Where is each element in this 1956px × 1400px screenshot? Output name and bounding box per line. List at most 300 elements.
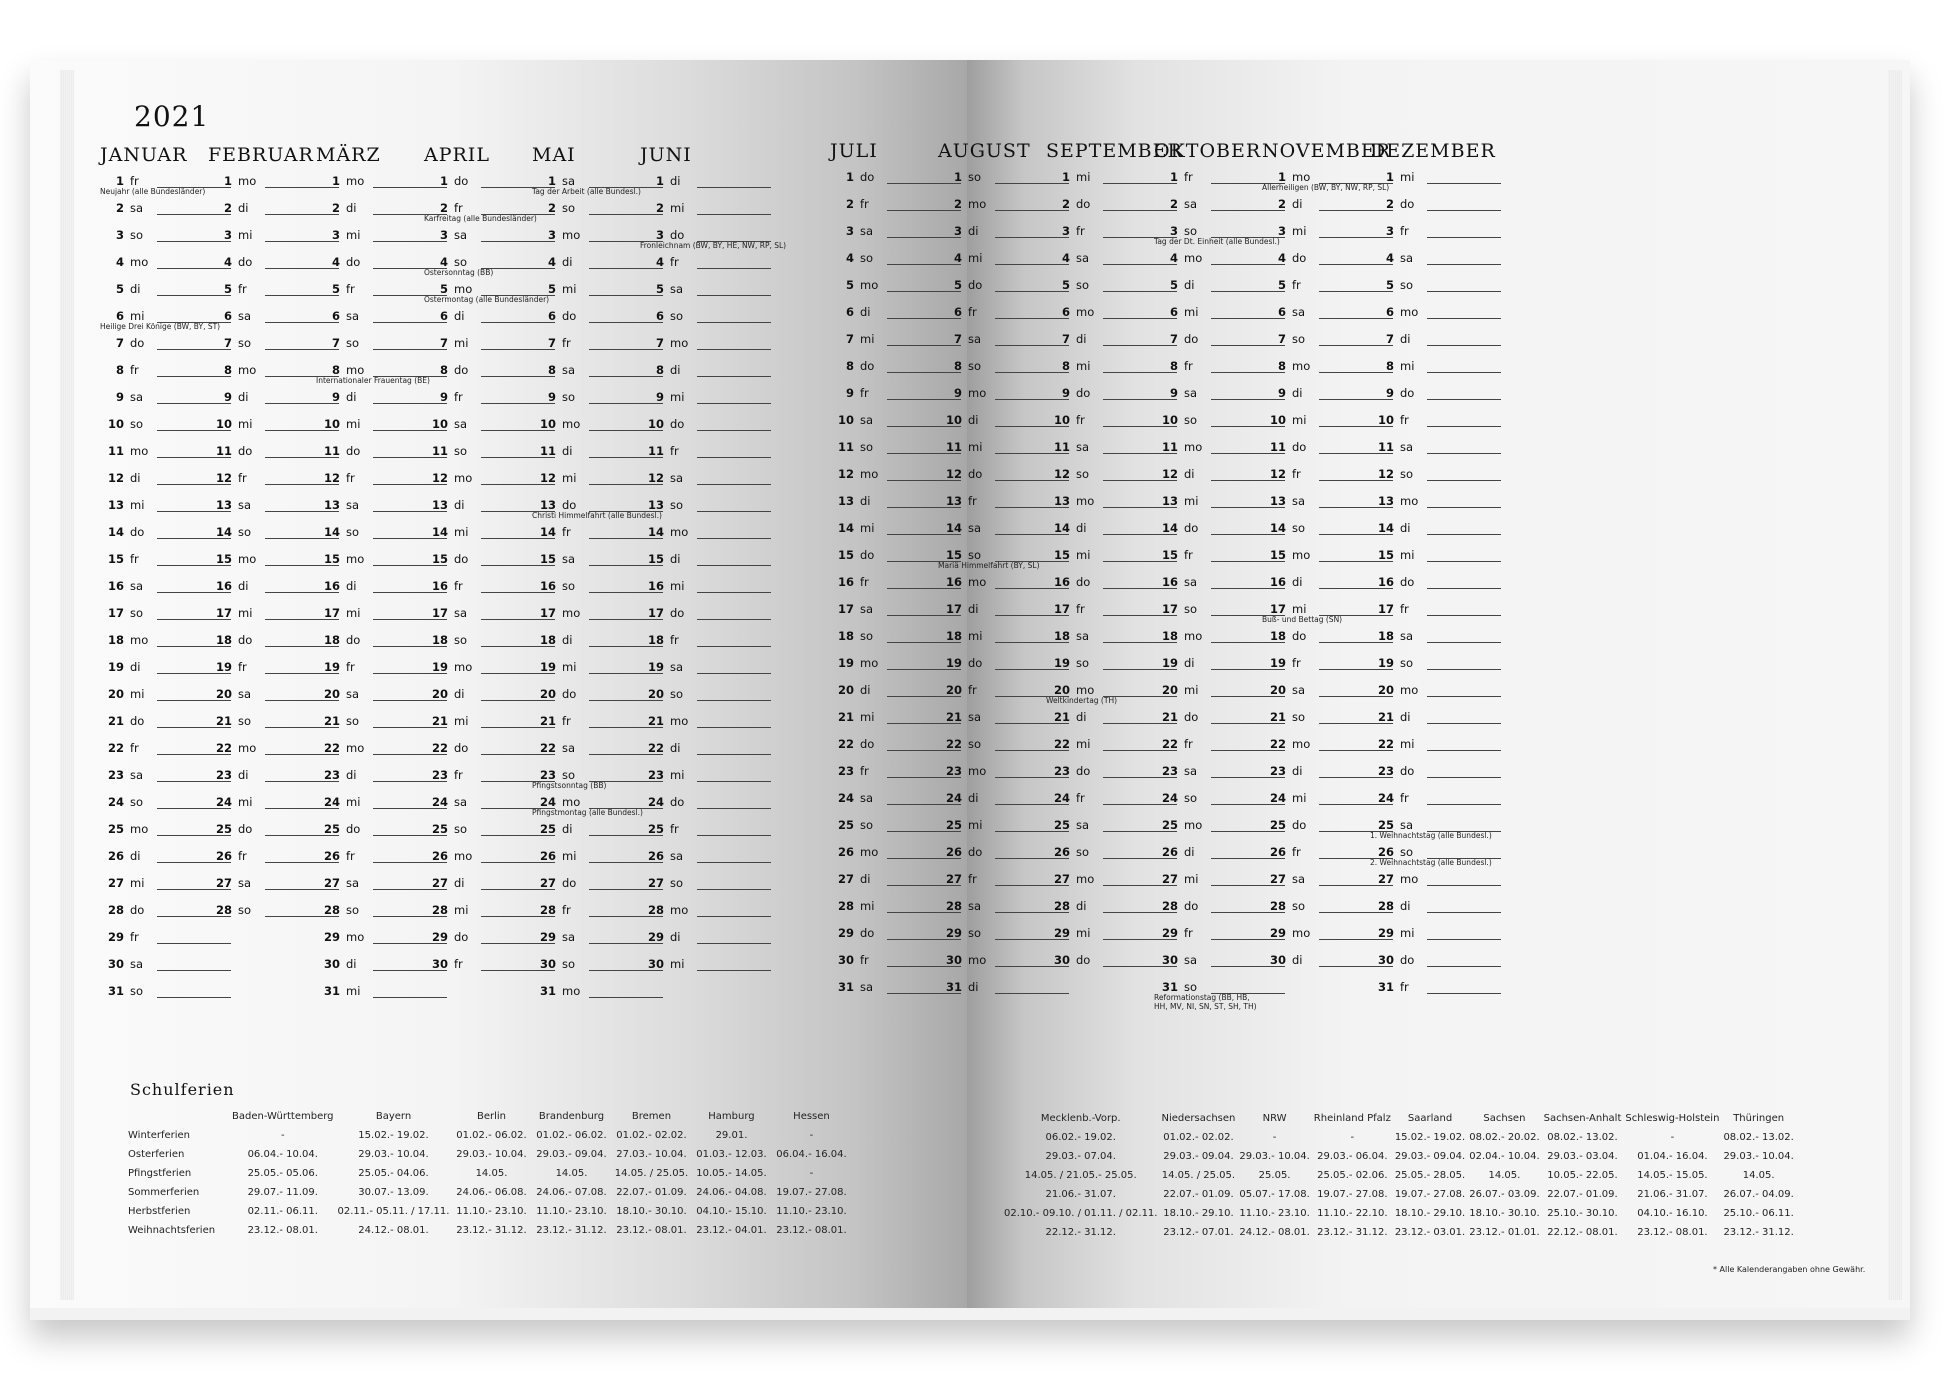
holiday-dates-cell: 26.07.- 03.09. (1469, 1189, 1540, 1200)
weekday-abbr: mo (670, 525, 689, 539)
weekday-abbr: mi (1292, 413, 1307, 427)
month-column-juni (640, 144, 787, 984)
day-number: 9 (1169, 386, 1178, 400)
weekday-abbr: di (1292, 386, 1303, 400)
day-number: 9 (115, 390, 124, 404)
note-line[interactable] (697, 295, 771, 296)
weekday-abbr: mi (1292, 791, 1307, 805)
day-number: 23 (431, 768, 448, 782)
weekday-abbr: di (670, 741, 681, 755)
day-number: 14 (1377, 521, 1394, 535)
note-line[interactable] (1427, 183, 1501, 184)
day-number: 15 (323, 552, 340, 566)
holiday-period-label: Osterferien (128, 1149, 185, 1160)
day-number: 21 (837, 710, 854, 724)
note-line[interactable] (697, 970, 771, 971)
weekday-abbr: do (1184, 332, 1199, 346)
day-row (640, 417, 775, 444)
note-line[interactable] (1427, 534, 1501, 535)
day-number: 22 (1053, 737, 1070, 751)
note-line[interactable] (1427, 372, 1501, 373)
day-number: 14 (945, 521, 962, 535)
note-line[interactable] (697, 592, 771, 593)
weekday-abbr: so (860, 440, 874, 454)
note-line[interactable] (697, 268, 771, 269)
day-number: 29 (323, 930, 340, 944)
holiday-dates-cell: - (809, 1130, 814, 1141)
weekday-abbr: sa (1184, 197, 1198, 211)
note-line[interactable] (697, 754, 771, 755)
day-number: 6 (331, 309, 340, 323)
note-line[interactable] (1427, 669, 1501, 670)
day-number: 27 (323, 876, 340, 890)
weekday-abbr: fr (968, 683, 977, 697)
holiday-period-label: Pfingstferien (128, 1168, 192, 1179)
day-number: 25 (1377, 818, 1394, 832)
weekday-abbr: sa (1400, 251, 1414, 265)
table-row (126, 1202, 851, 1221)
day-number: 25 (107, 822, 124, 836)
holiday-dates-cell: 25.05.- 02.06. (1317, 1170, 1388, 1181)
day-number: 13 (107, 498, 124, 512)
day-number: 4 (1061, 251, 1070, 265)
day-number: 2 (1061, 197, 1070, 211)
table-row (1002, 1204, 1796, 1223)
day-number: 17 (837, 602, 854, 616)
note-line[interactable] (697, 349, 771, 350)
weekday-abbr: di (238, 768, 249, 782)
day-number: 12 (431, 471, 448, 485)
day-number: 23 (945, 764, 962, 778)
day-number: 12 (215, 471, 232, 485)
weekday-abbr: so (860, 251, 874, 265)
weekday-abbr: di (860, 872, 871, 886)
weekday-abbr: sa (346, 498, 360, 512)
month-name: JUNI (640, 144, 692, 166)
note-line[interactable] (697, 889, 771, 890)
weekday-abbr: fr (670, 255, 679, 269)
weekday-abbr: do (346, 822, 361, 836)
weekday-abbr: di (346, 579, 357, 593)
day-row (640, 957, 775, 984)
weekday-abbr: mo (1076, 494, 1095, 508)
weekday-abbr: mi (1292, 602, 1307, 616)
day-number: 12 (837, 467, 854, 481)
note-line[interactable] (1427, 696, 1501, 697)
weekday-abbr: so (562, 957, 576, 971)
holiday-dates-cell: 24.12.- 08.01. (1239, 1227, 1310, 1238)
weekday-abbr: so (238, 336, 252, 350)
day-row (1370, 683, 1505, 710)
day-number: 23 (1161, 764, 1178, 778)
weekday-abbr: so (346, 525, 360, 539)
state-header: Sachsen (1483, 1113, 1526, 1124)
weekday-abbr: sa (1292, 305, 1306, 319)
weekday-abbr: di (1076, 899, 1087, 913)
note-line[interactable] (157, 970, 231, 971)
day-number: 10 (837, 413, 854, 427)
holiday-dates-cell: 21.06.- 31.07. (1637, 1189, 1708, 1200)
day-number: 1 (115, 174, 124, 188)
holiday-dates-cell: 24.12.- 08.01. (358, 1225, 429, 1236)
note-line[interactable] (697, 619, 771, 620)
weekday-abbr: do (346, 444, 361, 458)
weekday-abbr: fr (346, 849, 355, 863)
weekday-abbr: do (1292, 818, 1307, 832)
note-line[interactable] (697, 538, 771, 539)
note-line[interactable] (157, 943, 231, 944)
day-number: 22 (107, 741, 124, 755)
day-number: 4 (1169, 251, 1178, 265)
day-number: 4 (953, 251, 962, 265)
weekday-abbr: so (670, 309, 684, 323)
holiday-dates-cell: 23.12.- 08.01. (247, 1225, 318, 1236)
note-line[interactable] (697, 673, 771, 674)
day-number: 15 (837, 548, 854, 562)
note-line[interactable] (1427, 291, 1501, 292)
note-line[interactable] (1427, 426, 1501, 427)
holiday-note: Mariä Himmelfahrt (BY, SL) (938, 561, 1040, 570)
day-number: 28 (837, 899, 854, 913)
note-line[interactable] (697, 430, 771, 431)
note-line[interactable] (1427, 561, 1501, 562)
weekday-abbr: do (1184, 521, 1199, 535)
weekday-abbr: fr (860, 197, 869, 211)
day-number: 9 (1385, 386, 1394, 400)
day-row (1370, 413, 1505, 440)
day-number: 1 (547, 174, 556, 188)
note-line[interactable] (1427, 480, 1501, 481)
day-number: 18 (107, 633, 124, 647)
note-line[interactable] (697, 484, 771, 485)
weekday-abbr: fr (1184, 926, 1193, 940)
holiday-note: 2. Weihnachtstag (alle Bundesl.) (1370, 858, 1492, 867)
day-number: 8 (1277, 359, 1286, 373)
weekday-abbr: sa (860, 602, 874, 616)
note-line[interactable] (1427, 939, 1501, 940)
weekday-abbr: di (454, 687, 465, 701)
weekday-abbr: sa (1292, 872, 1306, 886)
note-line[interactable] (1427, 264, 1501, 265)
day-number: 28 (1053, 899, 1070, 913)
day-number: 7 (331, 336, 340, 350)
note-line[interactable] (697, 214, 771, 215)
day-number: 24 (1377, 791, 1394, 805)
weekday-abbr: do (562, 498, 577, 512)
weekday-abbr: sa (968, 899, 982, 913)
weekday-abbr: di (1292, 764, 1303, 778)
weekday-abbr: do (860, 359, 875, 373)
month-name: DEZEMBER (1370, 140, 1496, 162)
weekday-abbr: di (670, 552, 681, 566)
day-number: 7 (439, 336, 448, 350)
day-number: 5 (331, 282, 340, 296)
weekday-abbr: do (1076, 575, 1091, 589)
weekday-abbr: mo (860, 656, 879, 670)
weekday-abbr: so (1076, 278, 1090, 292)
weekday-abbr: di (130, 471, 141, 485)
day-number: 27 (539, 876, 556, 890)
day-row (640, 336, 775, 363)
holiday-dates-cell: 22.12.- 31.12. (1045, 1227, 1116, 1238)
weekday-abbr: mo (238, 741, 257, 755)
holiday-dates-cell: 29.03.- 10.04. (1723, 1151, 1794, 1162)
weekday-abbr: fr (346, 660, 355, 674)
note-line[interactable] (697, 322, 771, 323)
holiday-dates-cell: 06.02.- 19.02. (1045, 1132, 1116, 1143)
month-column-dezember (1370, 140, 1505, 1007)
day-number: 8 (655, 363, 664, 377)
day-number: 8 (331, 363, 340, 377)
day-number: 4 (547, 255, 556, 269)
note-line[interactable] (697, 565, 771, 566)
day-number: 5 (115, 282, 124, 296)
note-line[interactable] (697, 781, 771, 782)
note-line[interactable] (1427, 966, 1501, 967)
weekday-abbr: mo (454, 282, 473, 296)
weekday-abbr: mi (670, 957, 685, 971)
note-line[interactable] (697, 943, 771, 944)
note-line[interactable] (697, 646, 771, 647)
day-number: 26 (945, 845, 962, 859)
day-number: 18 (647, 633, 664, 647)
holiday-dates-cell: 05.07.- 17.08. (1239, 1189, 1310, 1200)
weekday-abbr: sa (1076, 251, 1090, 265)
holiday-dates-cell: 22.07.- 01.09. (616, 1187, 687, 1198)
note-line[interactable] (1427, 615, 1501, 616)
state-header: Saarland (1407, 1113, 1453, 1124)
note-line[interactable] (1427, 237, 1501, 238)
day-number: 4 (1277, 251, 1286, 265)
day-number: 10 (215, 417, 232, 431)
note-line[interactable] (1427, 912, 1501, 913)
holiday-dates-cell: 14.05.- 15.05. (1637, 1170, 1708, 1181)
weekday-abbr: sa (1400, 629, 1414, 643)
weekday-abbr: mi (346, 795, 361, 809)
day-number: 14 (1161, 521, 1178, 535)
day-number: 15 (1053, 548, 1070, 562)
day-number: 22 (215, 741, 232, 755)
day-number: 2 (1277, 197, 1286, 211)
weekday-abbr: fr (562, 336, 571, 350)
note-line[interactable] (1427, 318, 1501, 319)
weekday-abbr: di (130, 660, 141, 674)
weekday-abbr: mi (346, 606, 361, 620)
note-line[interactable] (1427, 507, 1501, 508)
day-number: 21 (107, 714, 124, 728)
day-number: 3 (331, 228, 340, 242)
holiday-dates-cell: 11.10.- 23.10. (456, 1206, 527, 1217)
page-edge-right (1888, 70, 1902, 1300)
holiday-dates-cell: 22.07.- 01.09. (1547, 1189, 1618, 1200)
month-name: JULI (830, 140, 878, 162)
day-row (1370, 926, 1505, 953)
day-number: 5 (1277, 278, 1286, 292)
schulferien-table-left (126, 1107, 851, 1240)
holiday-dates-cell: 18.10.- 30.10. (616, 1206, 687, 1217)
weekday-abbr: mo (130, 255, 149, 269)
day-number: 10 (1269, 413, 1286, 427)
day-number: 7 (115, 336, 124, 350)
note-line[interactable] (697, 862, 771, 863)
note-line[interactable] (157, 997, 231, 998)
weekday-abbr: mo (1400, 872, 1419, 886)
weekday-abbr: di (1400, 899, 1411, 913)
day-number: 26 (215, 849, 232, 863)
note-line[interactable] (1427, 345, 1501, 346)
day-row (640, 660, 775, 687)
note-line[interactable] (697, 376, 771, 377)
page-edge-left (60, 70, 74, 1300)
day-number: 18 (1053, 629, 1070, 643)
note-line[interactable] (1427, 399, 1501, 400)
holiday-dates-cell: 23.12.- 08.01. (1637, 1227, 1708, 1238)
day-number: 14 (323, 525, 340, 539)
note-line[interactable] (1427, 642, 1501, 643)
weekday-abbr: sa (1400, 440, 1414, 454)
state-header: Thüringen (1733, 1113, 1785, 1124)
note-line[interactable] (697, 511, 771, 512)
note-line[interactable] (1427, 210, 1501, 211)
weekday-abbr: sa (860, 980, 874, 994)
note-line[interactable] (697, 187, 771, 188)
weekday-abbr: fr (1076, 791, 1085, 805)
day-number: 8 (953, 359, 962, 373)
state-header: Rheinland Pfalz (1313, 1113, 1391, 1124)
day-number: 16 (1377, 575, 1394, 589)
note-line[interactable] (1427, 885, 1501, 886)
day-row (100, 957, 235, 984)
holiday-dates-cell: 11.10.- 23.10. (1239, 1208, 1310, 1219)
holiday-dates-cell: 01.02.- 06.02. (456, 1130, 527, 1141)
holiday-dates-cell: 19.07.- 27.08. (1394, 1189, 1466, 1200)
note-line[interactable] (995, 993, 1069, 994)
day-number: 15 (1161, 548, 1178, 562)
note-line[interactable] (697, 403, 771, 404)
weekday-abbr: mo (346, 174, 365, 188)
weekday-abbr: fr (562, 714, 571, 728)
weekday-abbr: mi (1076, 170, 1091, 184)
note-line[interactable] (1427, 750, 1501, 751)
day-row (1370, 845, 1505, 872)
month-name: APRIL (424, 144, 490, 166)
note-line[interactable] (589, 997, 663, 998)
note-line[interactable] (697, 700, 771, 701)
weekday-abbr: sa (454, 606, 468, 620)
day-number: 6 (439, 309, 448, 323)
day-row (100, 930, 235, 957)
note-line[interactable] (697, 727, 771, 728)
month-name: JANUAR (100, 144, 188, 166)
note-line[interactable] (1427, 723, 1501, 724)
state-header: Hamburg (708, 1111, 755, 1122)
table-row (1002, 1223, 1796, 1242)
weekday-abbr: sa (238, 309, 252, 323)
day-number: 23 (1053, 764, 1070, 778)
holiday-dates-cell: 29.03.- 06.04. (1317, 1151, 1388, 1162)
note-line[interactable] (697, 835, 771, 836)
weekday-abbr: fr (670, 633, 679, 647)
day-number: 9 (655, 390, 664, 404)
state-header: Berlin (476, 1111, 506, 1122)
note-line[interactable] (697, 916, 771, 917)
day-number: 2 (1169, 197, 1178, 211)
day-number: 3 (655, 228, 664, 242)
holiday-dates-cell: 23.12.- 01.01. (1469, 1227, 1540, 1238)
day-number: 27 (837, 872, 854, 886)
weekday-abbr: so (968, 359, 982, 373)
weekday-abbr: mi (1400, 737, 1415, 751)
weekday-abbr: so (1076, 656, 1090, 670)
day-number: 19 (1269, 656, 1286, 670)
weekday-abbr: sa (562, 741, 576, 755)
day-row (640, 768, 775, 795)
note-line[interactable] (697, 808, 771, 809)
month-name: NOVEMBER (1262, 140, 1392, 162)
weekday-abbr: do (454, 930, 469, 944)
day-number: 19 (215, 660, 232, 674)
day-number: 2 (1385, 197, 1394, 211)
note-line[interactable] (1427, 588, 1501, 589)
weekday-abbr: fr (860, 764, 869, 778)
note-line[interactable] (1427, 777, 1501, 778)
day-number: 30 (647, 957, 664, 971)
day-row (640, 741, 775, 768)
weekday-abbr: mi (1400, 926, 1415, 940)
weekday-abbr: mi (346, 984, 361, 998)
weekday-abbr: mo (1076, 305, 1095, 319)
month-name: FEBRUAR (208, 144, 314, 166)
month-name: MAI (532, 144, 576, 166)
note-line[interactable] (373, 997, 447, 998)
table-row (126, 1145, 851, 1164)
day-number: 29 (945, 926, 962, 940)
weekday-abbr: mo (346, 741, 365, 755)
weekday-abbr: di (670, 174, 681, 188)
day-number: 12 (1269, 467, 1286, 481)
day-number: 6 (845, 305, 854, 319)
note-line[interactable] (1427, 453, 1501, 454)
weekday-abbr: mo (130, 633, 149, 647)
day-number: 6 (1385, 305, 1394, 319)
weekday-abbr: so (346, 714, 360, 728)
day-number: 13 (837, 494, 854, 508)
note-line[interactable] (1427, 804, 1501, 805)
day-number: 27 (945, 872, 962, 886)
note-line[interactable] (1427, 993, 1501, 994)
day-number: 28 (215, 903, 232, 917)
weekday-abbr: mi (562, 282, 577, 296)
day-number: 19 (1377, 656, 1394, 670)
day-row (1370, 278, 1505, 305)
day-number: 10 (945, 413, 962, 427)
day-number: 5 (1169, 278, 1178, 292)
day-number: 21 (1377, 710, 1394, 724)
weekday-abbr: so (1400, 467, 1414, 481)
weekday-abbr: di (346, 768, 357, 782)
weekday-abbr: mi (454, 336, 469, 350)
weekday-abbr: so (1076, 467, 1090, 481)
weekday-abbr: mo (1400, 683, 1419, 697)
holiday-dates-cell: 25.10.- 06.11. (1723, 1208, 1794, 1219)
weekday-abbr: fr (1076, 413, 1085, 427)
day-number: 10 (1377, 413, 1394, 427)
day-number: 16 (431, 579, 448, 593)
day-number: 7 (953, 332, 962, 346)
holiday-dates-cell: 29.03.- 07.04. (1045, 1151, 1116, 1162)
note-line[interactable] (697, 457, 771, 458)
day-number: 13 (647, 498, 664, 512)
